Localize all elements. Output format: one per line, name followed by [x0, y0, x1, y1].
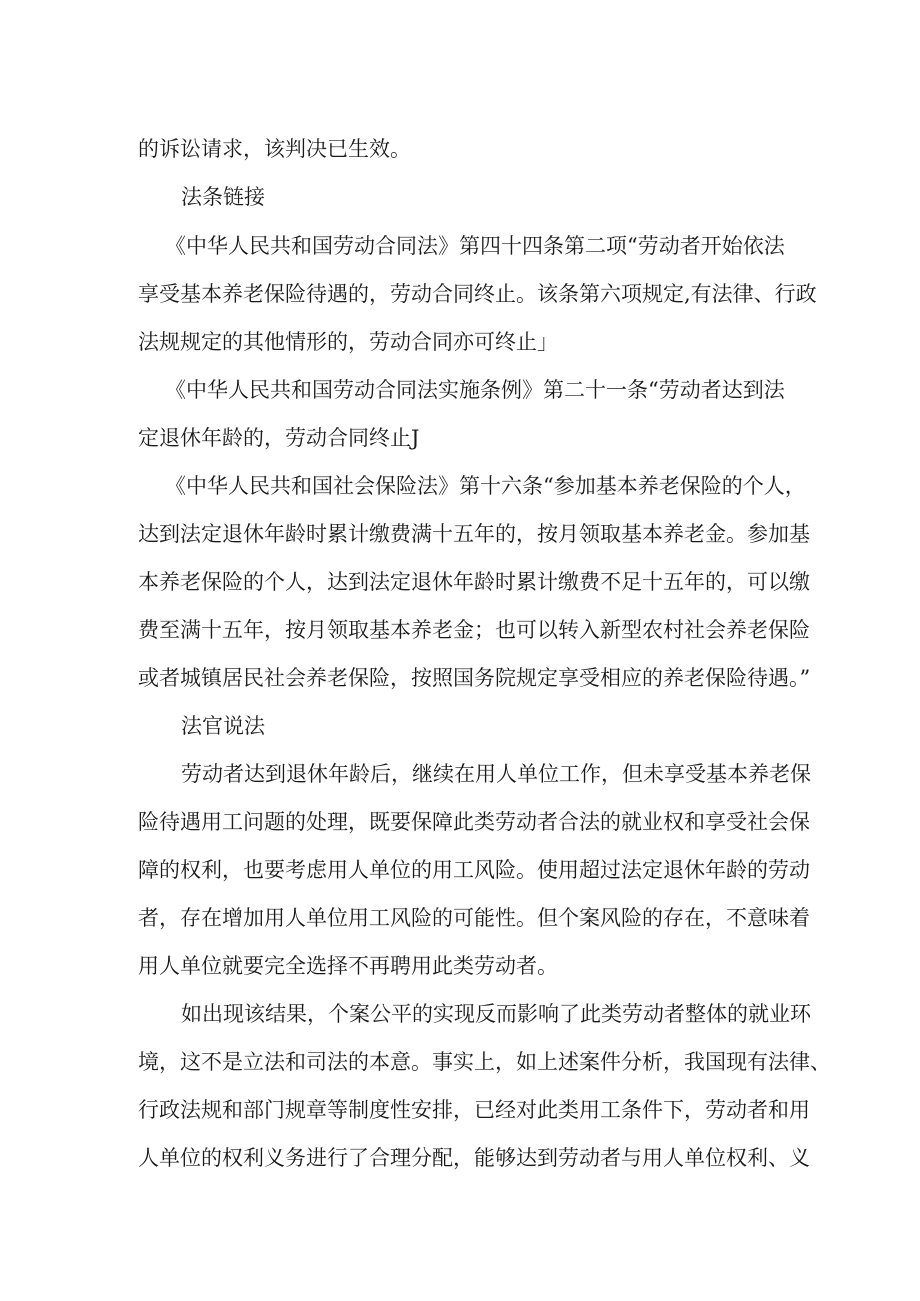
text-line: 劳动者达到退休年龄后，继续在用人单位工作，但未享受基本养老保 — [181, 762, 811, 786]
text-line: 《中华人民共和国劳动合同法实施条例》第二十一条“劳动者达到法 — [165, 378, 785, 402]
text-line: 享受基本养老保险待遇的，劳动合同终止。该条第六项规定,有法律、行政 — [138, 282, 817, 306]
text-line: 的诉讼请求，该判决已生效。 — [138, 137, 411, 161]
section-heading-judge-says: 法官说法 — [181, 714, 265, 738]
text-line: 法规规定的其他情形的，劳动合同亦可终止」 — [138, 330, 558, 354]
text-line: 者，存在增加用人单位用工风险的可能性。但个案风险的存在，不意味着 — [138, 906, 810, 930]
section-heading-law-links: 法条链接 — [181, 185, 265, 209]
text-line: 障的权利，也要考虑用人单位的用工风险。使用超过法定退休年龄的劳动 — [138, 858, 810, 882]
text-line: 用人单位就要完全选择不再聘用此类劳动者。 — [138, 954, 558, 978]
text-line: 《中华人民共和国社会保险法》第十六条“参加基本养老保险的个人， — [165, 474, 806, 498]
text-line: 本养老保险的个人，达到法定退休年龄时累计缴费不足十五年的，可以缴 — [138, 570, 810, 594]
text-line: 险待遇用工问题的处理，既要保障此类劳动者合法的就业权和享受社会保 — [138, 810, 810, 834]
text-line: 或者城镇居民社会养老保险，按照国务院规定享受相应的养老保险待遇。” — [138, 666, 811, 690]
text-line: 《中华人民共和国劳动合同法》第四十四条第二项“劳动者开始依法 — [165, 234, 785, 258]
text-line: 定退休年龄的，劳动合同终止J — [138, 426, 420, 450]
text-line: 如出现该结果，个案公平的实现反而影响了此类劳动者整体的就业环 — [181, 1002, 811, 1026]
text-line: 费至满十五年，按月领取基本养老金；也可以转入新型农村社会养老保险 — [138, 618, 810, 642]
text-line: 人单位的权利义务进行了合理分配，能够达到劳动者与用人单位权利、义 — [138, 1146, 810, 1170]
text-line: 达到法定退休年龄时累计缴费满十五年的，按月领取基本养老金。参加基 — [138, 522, 810, 546]
text-line: 行政法规和部门规章等制度性安排，已经对此类用工条件下，劳动者和用 — [138, 1098, 810, 1122]
text-line: 境，这不是立法和司法的本意。事实上，如上述案件分析，我国现有法律、 — [138, 1050, 831, 1074]
